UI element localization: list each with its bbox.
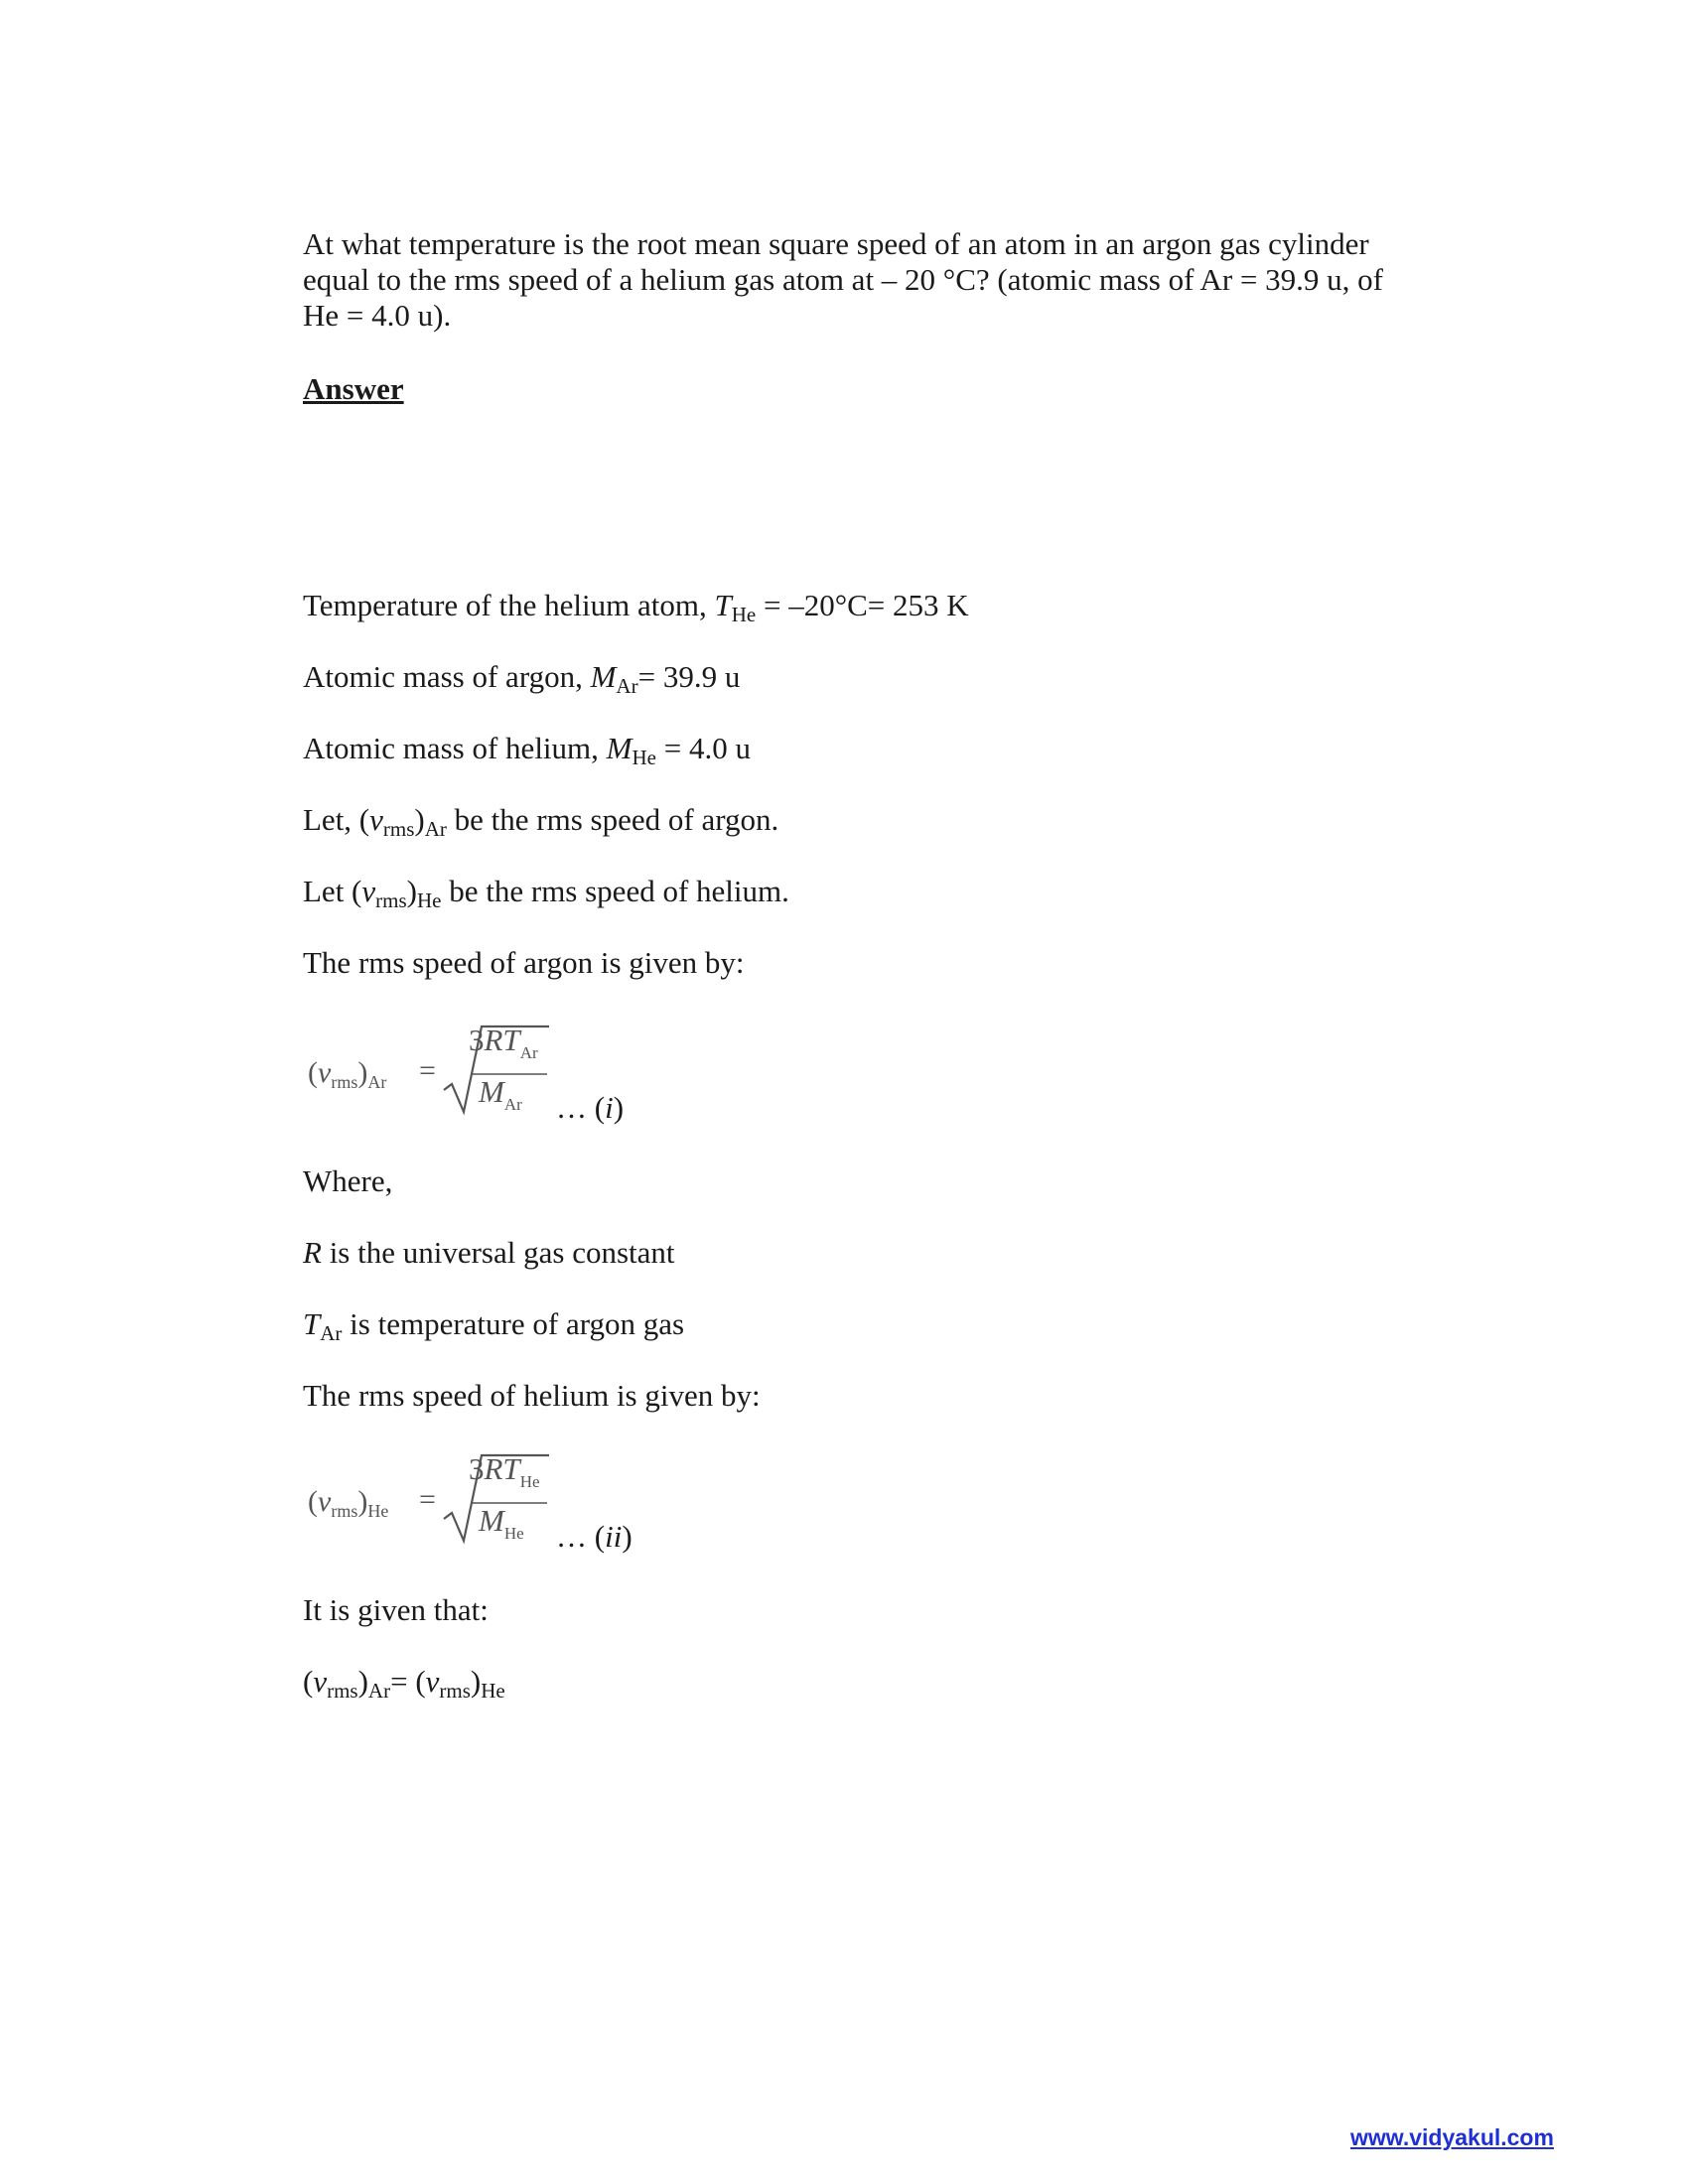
symbol: RT <box>484 1451 520 1486</box>
let-argon-line <box>303 802 779 841</box>
text: Let, ( <box>303 802 370 837</box>
symbol: M <box>479 1074 504 1109</box>
subscript: He <box>632 746 656 769</box>
subscript: Ar <box>367 1679 391 1703</box>
footer-website-link[interactable]: www.vidyakul.com <box>1350 2124 1554 2150</box>
symbol: v <box>425 1664 440 1699</box>
equality-line <box>303 1664 505 1703</box>
symbol: M <box>606 731 633 765</box>
text: Atomic mass of helium, <box>303 731 607 765</box>
question-line-2: equal to the rms speed of a helium gas atom at – 20 °C? (atomic mass of Ar = 39.9 u, of <box>303 262 1383 297</box>
tag-number: i <box>605 1090 614 1125</box>
text: Temperature of the helium atom, <box>303 588 715 622</box>
subscript: He <box>416 888 442 912</box>
symbol: v <box>318 1056 332 1089</box>
symbol: v <box>313 1664 328 1699</box>
equation-tag <box>556 1090 624 1126</box>
text: is temperature of argon gas <box>342 1306 685 1341</box>
text: = –20°C= 253 K <box>756 588 969 622</box>
subscript: He <box>367 1501 389 1521</box>
given-label: It is given that: <box>303 1592 489 1627</box>
text: ) <box>622 1519 633 1554</box>
symbol: M <box>479 1503 504 1538</box>
formula-numerator <box>469 1023 548 1062</box>
formula-argon <box>308 1023 665 1132</box>
text: Atomic mass of argon, <box>303 659 591 694</box>
text: ) <box>414 802 425 837</box>
subscript: Ar <box>424 817 447 841</box>
subscript: rms <box>327 1679 358 1703</box>
where-label: Where, <box>303 1163 393 1198</box>
tag-number: ii <box>605 1519 623 1554</box>
symbol: v <box>369 802 383 837</box>
rms-helium-intro: The rms speed of helium is given by: <box>303 1378 761 1413</box>
subscript: rms <box>331 1501 358 1521</box>
text: be the rms speed of helium. <box>441 874 789 908</box>
subscript: Ar <box>519 1043 538 1062</box>
text: … ( <box>556 1519 606 1554</box>
subscript: rms <box>439 1679 471 1703</box>
equals-sign: = <box>419 1054 436 1087</box>
subscript: Ar <box>503 1095 522 1114</box>
subscript: Ar <box>616 674 638 698</box>
text: = ( <box>390 1664 426 1699</box>
question-text <box>303 226 1415 334</box>
symbol: T <box>714 588 732 622</box>
text: ( <box>303 1664 314 1699</box>
subscript: He <box>519 1472 540 1491</box>
subscript: rms <box>331 1072 358 1092</box>
temperature-helium-line <box>303 588 969 626</box>
text: is the universal gas constant <box>321 1235 675 1270</box>
question-line-1: At what temperature is the root mean square speed of an atom in an argon gas cylinder <box>303 226 1369 261</box>
formula-lhs: $(v_{rms})_{He}$ <box>308 1485 389 1521</box>
text: ) <box>406 874 417 908</box>
symbol: v <box>318 1485 332 1518</box>
text: … ( <box>556 1090 606 1125</box>
symbol: T <box>303 1306 321 1341</box>
atomic-mass-argon-line <box>303 659 741 698</box>
subscript: He <box>481 1679 505 1703</box>
formula-denominator <box>479 1503 524 1543</box>
equation-tag <box>556 1519 633 1555</box>
text: be the rms speed of argon. <box>446 802 779 837</box>
symbol: R <box>303 1235 322 1270</box>
text: = 4.0 u <box>655 731 751 765</box>
text: ) <box>613 1090 625 1125</box>
equals-sign: = <box>419 1483 436 1516</box>
text: 3 <box>469 1023 485 1057</box>
rms-argon-intro: The rms speed of argon is given by: <box>303 945 745 980</box>
formula-denominator <box>479 1074 522 1114</box>
symbol: v <box>361 874 376 908</box>
r-definition-line <box>303 1235 675 1271</box>
text: = 39.9 u <box>637 659 741 694</box>
answer-heading: Answer <box>303 371 404 406</box>
subscript: rms <box>382 817 415 841</box>
atomic-mass-helium-line <box>303 731 751 769</box>
subscript: Ar <box>367 1072 387 1092</box>
t-definition-line <box>303 1306 685 1345</box>
text: Let ( <box>303 874 362 908</box>
subscript: rms <box>375 888 407 912</box>
question-line-3: He = 4.0 u). <box>303 298 452 333</box>
formula-helium <box>308 1451 665 1561</box>
text: ) <box>357 1664 368 1699</box>
formula-numerator <box>469 1451 548 1491</box>
symbol: RT <box>484 1023 520 1057</box>
text: ) <box>470 1664 482 1699</box>
subscript: He <box>503 1524 524 1543</box>
subscript: Ar <box>320 1321 343 1345</box>
subscript: He <box>731 603 757 626</box>
let-helium-line <box>303 874 789 912</box>
formula-lhs: $(v_{rms})_{Ar}$ <box>308 1056 387 1092</box>
text: 3 <box>469 1451 485 1486</box>
symbol: M <box>590 659 617 694</box>
